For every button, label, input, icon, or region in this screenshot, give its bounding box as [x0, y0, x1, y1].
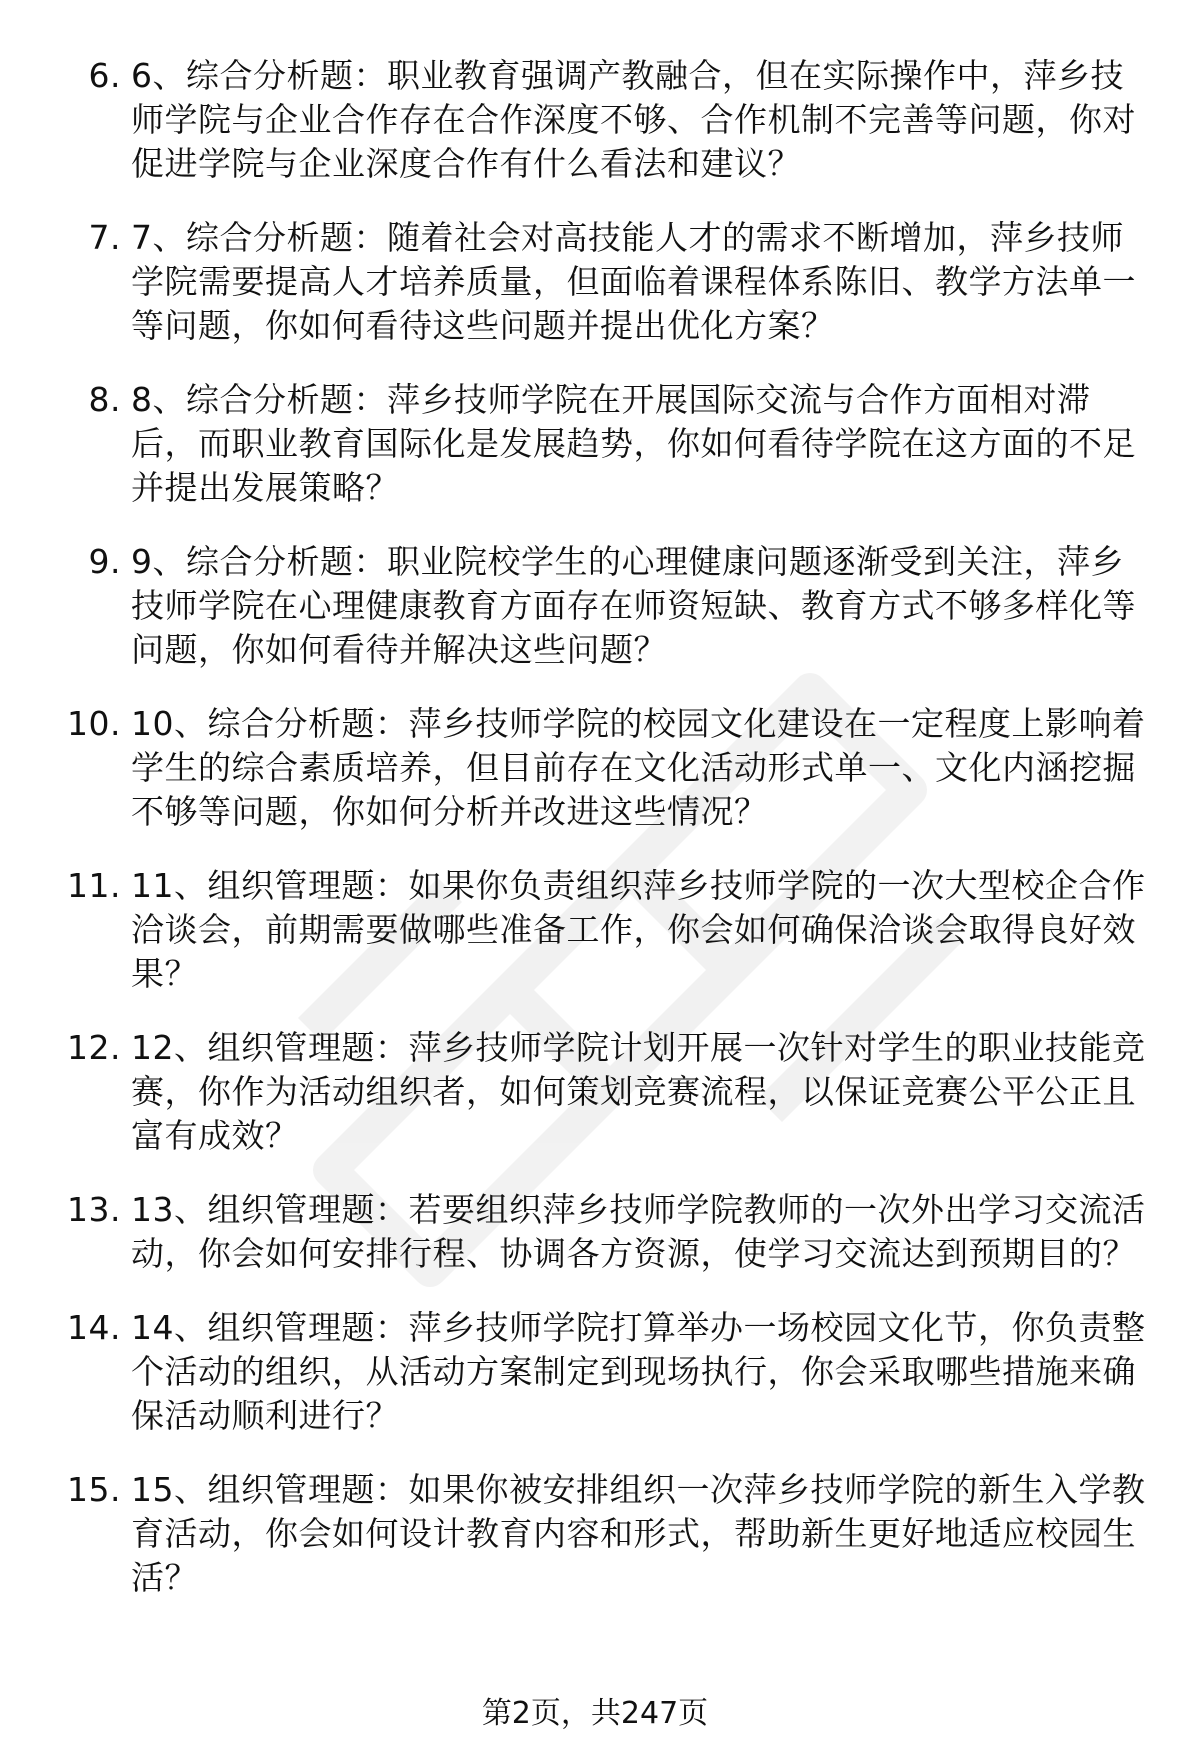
list-item [60, 54, 1150, 186]
list-item [60, 1188, 1150, 1276]
item-number: 12. [67, 1028, 121, 1067]
question-text: 12、组织管理题：萍乡技师学院计划开展一次针对学生的职业技能竞赛，你作为活动组织者，如何策划竞赛流程，以保证竞赛公平公正且富有成效？ [131, 1028, 1146, 1155]
list-item [60, 1026, 1150, 1158]
question-text: 9、综合分析题：职业院校学生的心理健康问题逐渐受到关注，萍乡技师学院在心理健康教育方面存在师资短缺、教育方式不够多样化等问题，你如何看待并解决这些问题？ [131, 542, 1136, 669]
question-text: 10、综合分析题：萍乡技师学院的校园文化建设在一定程度上影响着学生的综合素质培养，但目前存在文化活动形式单一、文化内涵挖掘不够等问题，你如何分析并改进这些情况？ [131, 704, 1146, 831]
list-item [60, 378, 1150, 510]
item-number: 9. [88, 542, 121, 581]
item-number: 15. [67, 1470, 121, 1509]
question-text: 6、综合分析题：职业教育强调产教融合，但在实际操作中，萍乡技师学院与企业合作存在合作深度不够、合作机制不完善等问题，你对促进学院与企业深度合作有什么看法和建议？ [131, 56, 1136, 183]
question-text: 11、组织管理题：如果你负责组织萍乡技师学院的一次大型校企合作洽谈会，前期需要做哪些准备工作，你会如何确保洽谈会取得良好效果？ [131, 866, 1146, 993]
item-number: 14. [67, 1308, 121, 1347]
list-item [60, 540, 1150, 672]
question-list [60, 54, 1150, 1630]
question-text: 14、组织管理题：萍乡技师学院打算举办一场校园文化节，你负责整个活动的组织，从活动方案制定到现场执行，你会采取哪些措施来确保活动顺利进行？ [131, 1308, 1146, 1435]
list-item [60, 702, 1150, 834]
item-number: 6. [88, 56, 121, 95]
page-footer: 第2页，共247页 [481, 1696, 709, 1731]
item-number: 7. [88, 218, 121, 257]
list-item [60, 216, 1150, 348]
list-item [60, 1468, 1150, 1600]
list-item [60, 1306, 1150, 1438]
list-item [60, 864, 1150, 996]
item-number: 11. [67, 866, 121, 905]
item-number: 13. [67, 1190, 121, 1229]
question-text: 7、综合分析题：随着社会对高技能人才的需求不断增加，萍乡技师学院需要提高人才培养质量，但面临着课程体系陈旧、教学方法单一等问题，你如何看待这些问题并提出优化方案？ [131, 218, 1136, 345]
question-text: 15、组织管理题：如果你被安排组织一次萍乡技师学院的新生入学教育活动，你会如何设计教育内容和形式，帮助新生更好地适应校园生活？ [131, 1470, 1146, 1597]
question-text: 8、综合分析题：萍乡技师学院在开展国际交流与合作方面相对滞后，而职业教育国际化是发展趋势，你如何看待学院在这方面的不足并提出发展策略？ [131, 380, 1136, 507]
item-number: 8. [88, 380, 121, 419]
question-text: 13、组织管理题：若要组织萍乡技师学院教师的一次外出学习交流活动，你会如何安排行程、协调各方资源，使学习交流达到预期目的？ [131, 1190, 1146, 1273]
item-number: 10. [67, 704, 121, 743]
